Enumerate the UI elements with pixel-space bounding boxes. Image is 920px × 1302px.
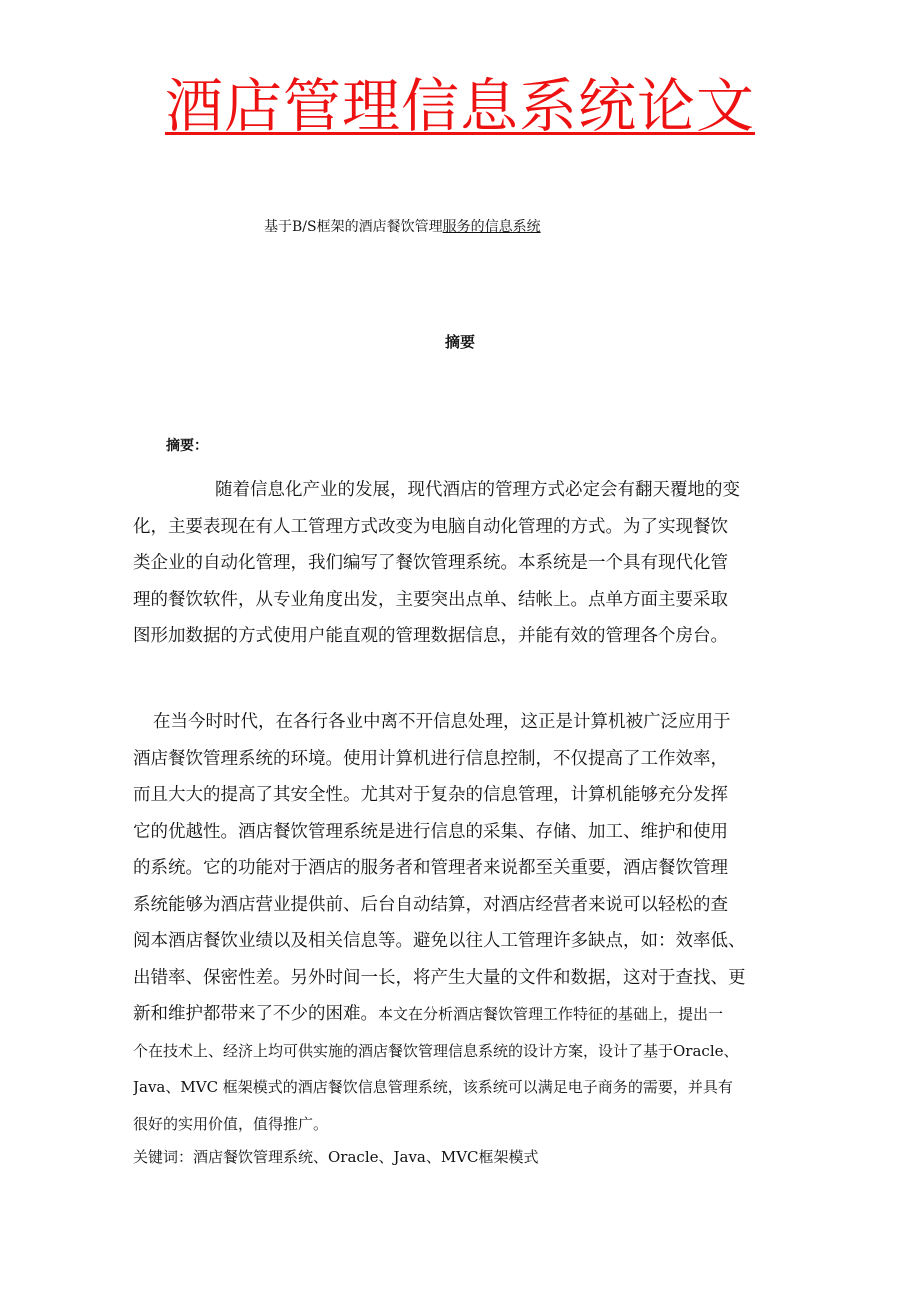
paragraph-line: 出错率、保密性差。另外时间一长，将产生大量的文件和数据，这对于查找、更 — [133, 967, 746, 988]
abstract-paragraph-2 — [133, 704, 793, 996]
document-subtitle — [264, 216, 541, 238]
paragraph-line: 个在技术上、经济上均可供实施的酒店餐饮管理信息系统的设计方案，设计了基于Oracle、 — [133, 1041, 739, 1060]
paragraph-line-tail: 本文在分析酒店餐饮管理工作特征的基础上，提出一 — [378, 1005, 724, 1023]
paragraph-line — [133, 996, 793, 1033]
paragraph-line: 它的优越性。酒店餐饮管理系统是进行信息的采集、存储、加工、维护和使用 — [133, 821, 728, 842]
paragraph-line: 在当今时时代，在各行各业中离不开信息处理，这正是计算机被广泛应用于 — [153, 712, 731, 732]
paragraph-line: 的系统。它的功能对于酒店的服务者和管理者来说都至关重要，酒店餐饮管理 — [133, 858, 728, 878]
keywords-line: 关键词：酒店餐饮管理系统、Oracle、Java、MVC框架模式 — [133, 1148, 539, 1166]
abstract-paragraph-1 — [133, 472, 793, 655]
document-title — [0, 66, 920, 146]
subtitle-part-a: 基于B/S框架的酒店餐饮管理 — [264, 219, 443, 235]
section-heading-abstract: 摘要 — [444, 333, 475, 351]
abstract-paragraph-3 — [133, 996, 793, 1142]
subtitle-part-b: 服务的信息系统 — [442, 219, 541, 235]
abstract-label: 摘要： — [166, 438, 208, 454]
paragraph-line: 理的餐饮软件，从专业角度出发，主要突出点单、结帐上。点单方面主要采取 — [133, 589, 728, 610]
paragraph-line-lead: 新和维护都带来了不少的困难。 — [133, 1004, 378, 1024]
paragraph-line: 类企业的自动化管理，我们编写了餐饮管理系统。本系统是一个具有现代化管 — [133, 553, 728, 573]
paragraph-line: 化，主要表现在有人工管理方式改变为电脑自动化管理的方式。为了实现餐饮 — [133, 516, 728, 537]
paragraph-line: 很好的实用价值，值得推广。 — [133, 1114, 329, 1133]
paragraph-line: 系统能够为酒店营业提供前、后台自动结算，对酒店经营者来说可以轻松的查 — [133, 894, 728, 915]
paragraph-line: 而且大大的提高了其安全性。尤其对于复杂的信息管理，计算机能够充分发挥 — [133, 785, 728, 805]
paragraph-line: 阅本酒店餐饮业绩以及相关信息等。避免以往人工管理许多缺点，如：效率低、 — [133, 931, 746, 951]
paragraph-line: 随着信息化产业的发展，现代酒店的管理方式必定会有翻天覆地的变 — [215, 480, 740, 500]
paragraph-line: Java、MVC 框架模式的酒店餐饮信息管理系统，该系统可以满足电子商务的需要，并具有 — [133, 1078, 733, 1096]
document-title-text: 酒店管理信息系统论文 — [164, 72, 755, 140]
paragraph-line: 图形加数据的方式使用户能直观的管理数据信息，并能有效的管理各个房台。 — [133, 626, 728, 646]
paragraph-line: 酒店餐饮管理系统的环境。使用计算机进行信息控制，不仅提高了工作效率， — [133, 748, 728, 769]
